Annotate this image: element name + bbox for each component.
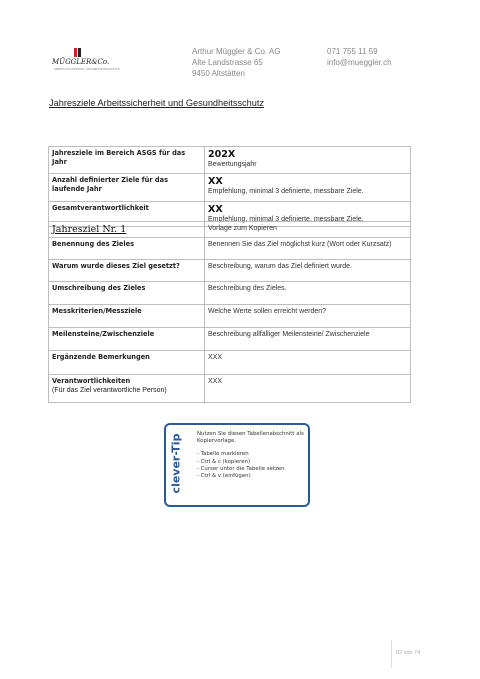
summary-cell-year[interactable] (205, 147, 411, 174)
logo-mark-icon (74, 48, 82, 57)
page-number: 02 von 74 (396, 650, 421, 656)
goal-label-milestones: Meilensteine/Zwischenziele (49, 328, 205, 351)
goal-value-criteria[interactable]: Welche Werte sollen erreicht werden? (205, 305, 411, 328)
goal-value-reason[interactable]: Beschreibung, warum das Ziel definiert wurde. (205, 260, 411, 282)
table-row (49, 351, 411, 375)
company-name: Arthur Müggler & Co. AG (192, 47, 281, 56)
company-phone: 071 755 11 59 (327, 47, 378, 56)
company-address (192, 46, 280, 79)
company-logo (52, 48, 120, 72)
goal-value-description[interactable]: Beschreibung des Zieles. (205, 282, 411, 305)
summary-value-year: 202X (208, 149, 236, 160)
goal-label-responsibility-text: Verantwortlichkeiten (52, 377, 131, 385)
table-row (49, 375, 411, 403)
clever-tip-box (164, 423, 310, 507)
table-row (49, 260, 411, 282)
goal-label-responsibility (49, 375, 205, 403)
clever-tip-label: clever-Tip (169, 433, 183, 494)
goal-title-cell (49, 222, 205, 238)
goal-value-milestones[interactable]: Beschreibung allfälliger Meilensteine/ Zwischenziele (205, 328, 411, 351)
logo-tagline: ARBEITSSICHERHEIT GESUNDHEITSSCHUTZ (54, 67, 120, 71)
goal-label-name: Benennung des Zieles (49, 238, 205, 260)
table-row (49, 328, 411, 351)
table-row (49, 282, 411, 305)
document-title: Jahresziele Arbeitssicherheit und Gesundheitsschutz (49, 98, 265, 108)
goal-label-reason: Warum wurde dieses Ziel gesetzt? (49, 260, 205, 282)
clever-tip-step: - Curser unter die Tabelle setzen (197, 465, 285, 472)
goal-label-responsibility-sub: (Für das Ziel verantwortliche Person) (52, 387, 167, 394)
summary-label-count: Anzahl definierter Ziele für das laufende Jahr (49, 174, 205, 202)
summary-value-responsibility: XX (208, 204, 223, 215)
goal-title: Jahresziel Nr. 1 (52, 224, 127, 235)
clever-tip-step: - Ctrl & c (kopieren) (197, 458, 251, 465)
clever-tip-text (197, 431, 307, 480)
logo-wordmark: MÜGGLER&Co. (52, 58, 110, 66)
goal-label-criteria: Messkriterien/Messziele (49, 305, 205, 328)
goal-table (48, 221, 411, 403)
goal-value-remarks[interactable]: XXX (205, 351, 411, 375)
company-city: 9450 Altstätten (192, 69, 245, 78)
goal-label-description: Umschreibung des Zieles (49, 282, 205, 305)
table-row (49, 238, 411, 260)
goal-value-responsibility[interactable]: XXX (205, 375, 411, 403)
company-email[interactable]: info@mueggler.ch (327, 58, 392, 67)
company-street: Alte Landstrasse 65 (192, 58, 263, 67)
summary-note-count: Empfehlung, minimal 3 definierte, messbare Ziele. (208, 188, 364, 195)
summary-label-responsibility: Gesamtverantwortlichkeit (49, 202, 205, 227)
summary-cell-count[interactable] (205, 174, 411, 202)
goal-title-note: Vorlage zum Kopieren (205, 222, 411, 238)
table-row (49, 222, 411, 238)
table-row (49, 305, 411, 328)
clever-tip-badge (169, 429, 183, 501)
table-row (49, 147, 411, 174)
clever-tip-step: - Ctrl & v (einfügen) (197, 473, 251, 480)
summary-value-count: XX (208, 176, 223, 187)
summary-note-year: Bewertungsjahr (208, 161, 257, 168)
goal-value-name[interactable]: Benennen Sie das Ziel möglichst kurz (Wort oder Kurzsatz) (205, 238, 411, 260)
summary-note-responsibility: Empfehlung, minimal 3 definierte, messbare Ziele. (208, 216, 364, 223)
clever-tip-intro: Nutzen Sie diesen Tabellenabschnitt als Kopiervorlage. (197, 431, 304, 445)
footer-divider (391, 640, 392, 668)
summary-table (48, 146, 411, 227)
goal-label-remarks: Ergänzende Bemerkungen (49, 351, 205, 375)
summary-label-year: Jahresziele im Bereich ASGS für das Jahr (49, 147, 205, 174)
company-contact (327, 46, 392, 68)
table-row (49, 174, 411, 202)
clever-tip-step: - Tabelle markieren (197, 451, 249, 458)
